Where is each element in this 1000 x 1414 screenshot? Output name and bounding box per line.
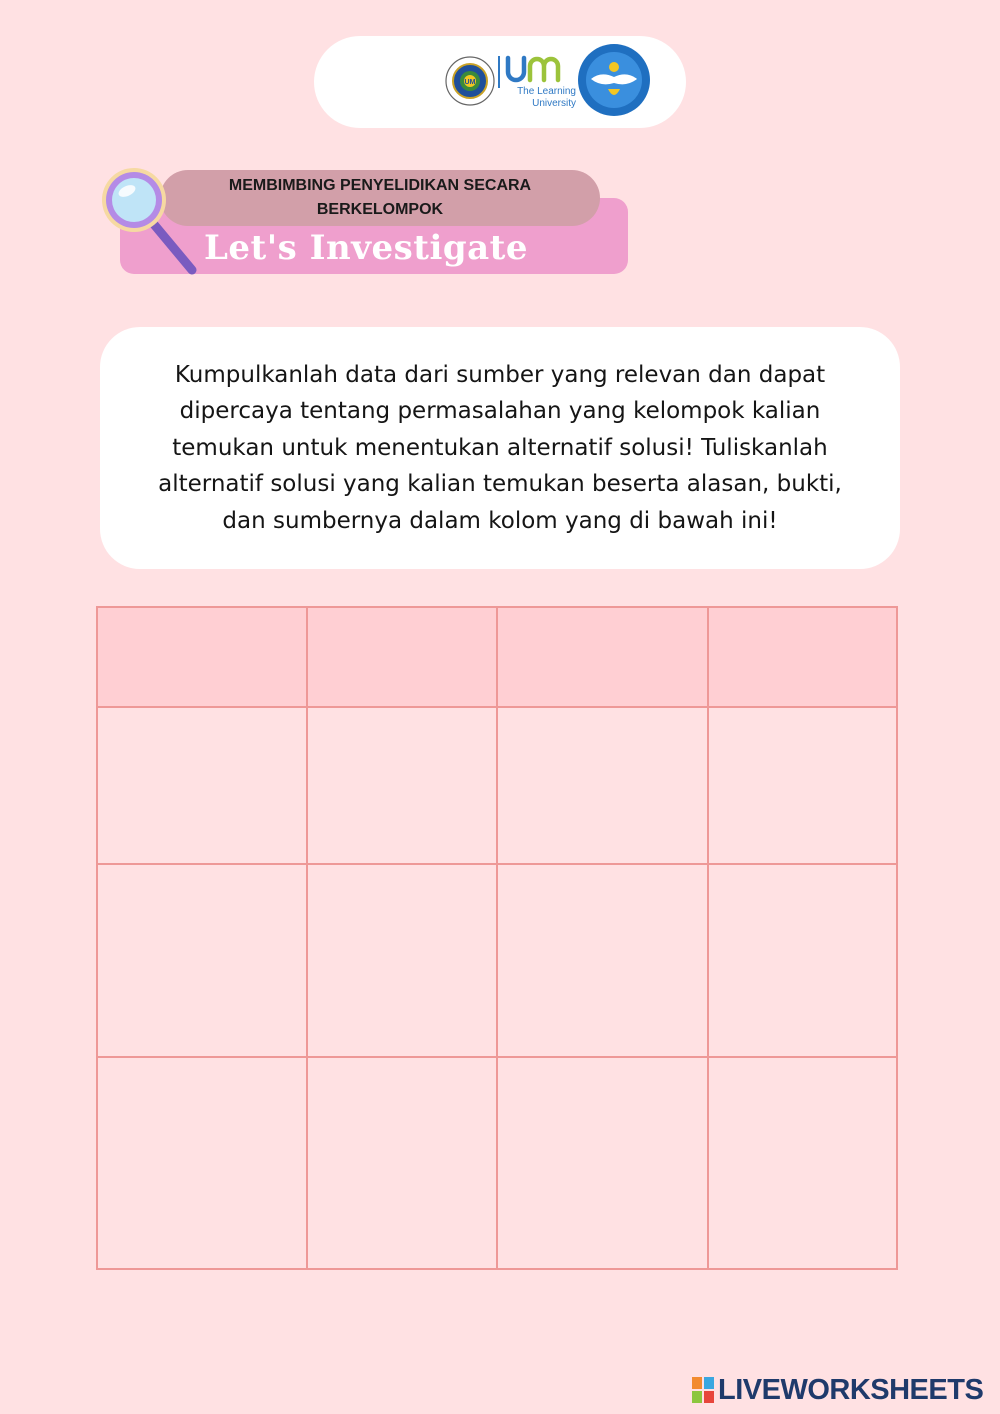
table-header-cell[interactable] [708, 607, 897, 707]
table-cell[interactable] [97, 1057, 307, 1269]
table-row [97, 707, 897, 864]
table-header-row [97, 607, 897, 707]
um-tagline-line1: The Learning [517, 86, 576, 97]
table-cell[interactable] [97, 864, 307, 1056]
um-tagline-line2: University [532, 98, 576, 109]
table-cell[interactable] [307, 864, 497, 1056]
um-logo-mark [498, 54, 576, 88]
liveworksheets-label: LIVEWORKSHEETS [718, 1373, 984, 1406]
table-cell[interactable] [708, 707, 897, 864]
solution-table [96, 606, 898, 1270]
table-cell[interactable] [307, 1057, 497, 1269]
tut-wuri-handayani-icon [577, 43, 651, 117]
um-logo [498, 54, 576, 114]
table-cell[interactable] [497, 864, 708, 1056]
table-header-cell[interactable] [97, 607, 307, 707]
magnifying-glass-icon [100, 158, 204, 278]
table-cell[interactable] [307, 707, 497, 864]
instruction-text: Kumpulkanlah data dari sumber yang relevan dan dapat dipercaya tentang permasalahan yang kelompok kalian temukan untuk menentukan alternatif solusi! Tuliskanlah alternatif solusi yang kalian temukan beserta alasan, bukti, dan sumbernya dalam kolom yang di bawah ini! [158, 361, 842, 534]
table-header-cell[interactable] [307, 607, 497, 707]
um-tagline [502, 86, 576, 110]
table-header-cell[interactable] [497, 607, 708, 707]
table-cell[interactable] [497, 707, 708, 864]
header-logo-pill [314, 36, 686, 128]
liveworksheets-brand [692, 1374, 983, 1406]
banner-title: Let's Investigate [203, 228, 529, 268]
banner-subtitle: MEMBIMBING PENYELIDIKAN SECARA BERKELOMPOK [228, 177, 532, 218]
table-row [97, 864, 897, 1056]
instruction-card [100, 327, 900, 569]
university-seal-icon [445, 56, 495, 106]
liveworksheets-logo-icon [692, 1377, 714, 1403]
svg-text:UM: UM [464, 79, 476, 86]
table-cell[interactable] [708, 864, 897, 1056]
table-cell[interactable] [497, 1057, 708, 1269]
table-cell[interactable] [97, 707, 307, 864]
banner-subtitle-plate [160, 170, 600, 226]
table-row [97, 1057, 897, 1269]
section-banner [100, 158, 640, 278]
table-cell[interactable] [708, 1057, 897, 1269]
